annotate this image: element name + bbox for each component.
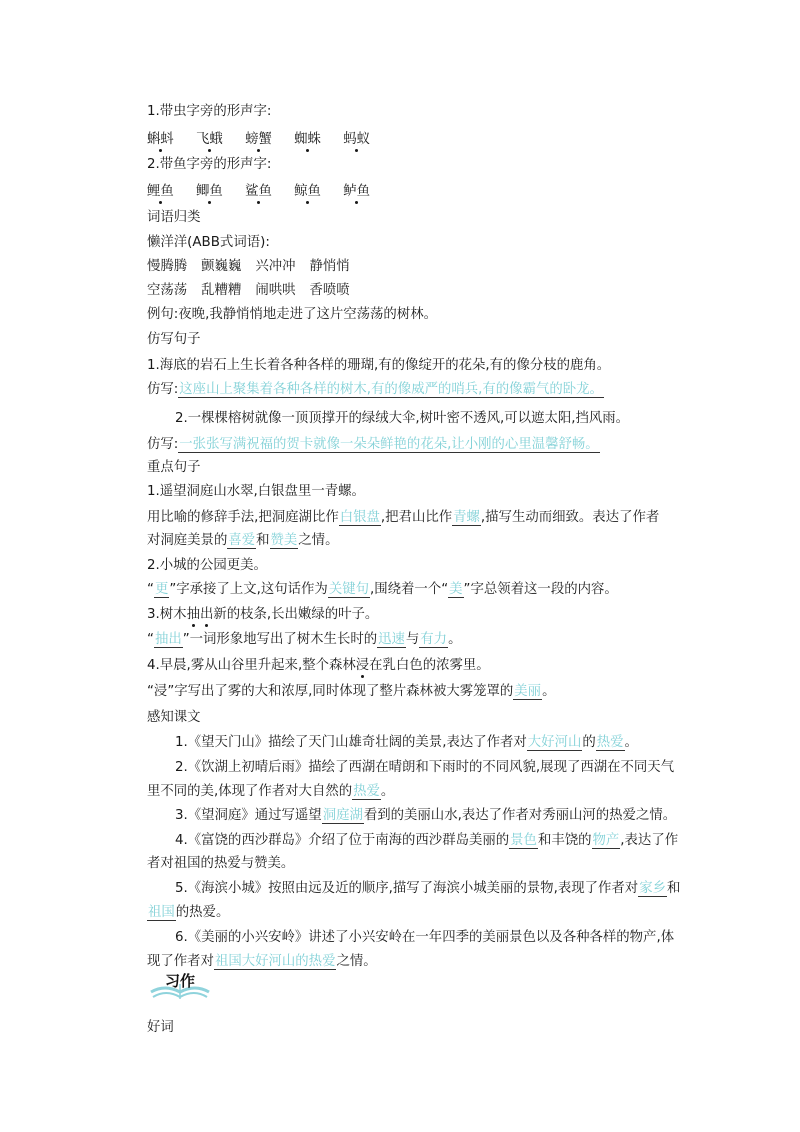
answer-fill: 赞美 xyxy=(270,533,298,548)
word-item: 鲈鱼 xyxy=(343,184,370,199)
word-item: 蝌蚪 xyxy=(147,132,174,147)
word-item: 香喷喷 xyxy=(309,283,350,298)
text-item-4: 4.《富饶的西沙群岛》介绍了位于南海的西沙群岛美丽的景色和丰饶的物产,表达了作 xyxy=(175,833,679,848)
text-perception-heading: 感知课文 xyxy=(147,710,201,725)
key-explain-2: “更”字承接了上文,这句话作为关键句,围绕着一个“美”字总领着这一段的内容。 xyxy=(147,582,618,597)
word-item: 蚂蚁 xyxy=(343,132,370,147)
word-item: 螃蟹 xyxy=(245,132,272,147)
text-item-6: 6.《美丽的小兴安岭》讲述了小兴安岭在一年四季的美丽景色以及各种各样的物产,体 xyxy=(175,930,675,945)
fish-radical-words xyxy=(147,182,687,202)
insect-radical-title: 1.带虫字旁的形声字: xyxy=(147,104,272,119)
answer-fill: 热爱 xyxy=(596,735,624,750)
word-item: 鲤鱼 xyxy=(147,184,174,199)
word-item: 鲨鱼 xyxy=(245,184,272,199)
answer-fill: 景色 xyxy=(510,833,537,848)
insect-radical-words xyxy=(147,130,687,150)
word-item: 鲸鱼 xyxy=(294,184,321,199)
word-item: 闹哄哄 xyxy=(255,283,296,298)
answer-fill: 美 xyxy=(449,582,463,597)
answer-fill: 喜爱 xyxy=(228,533,256,548)
answer-fill: 关键句 xyxy=(328,582,369,597)
fish-radical-title: 2.带鱼字旁的形声字: xyxy=(147,157,272,172)
classify-heading: 词语归类 xyxy=(147,210,201,225)
word-item: 蜘蛛 xyxy=(294,132,321,147)
abb-row-2 xyxy=(147,281,687,301)
answer-fill: 祖国 xyxy=(148,905,175,920)
answer-fill: 白银盘 xyxy=(339,510,380,525)
text-item-5b: 祖国的热爱。 xyxy=(148,905,230,920)
answer-fill: 洞庭湖 xyxy=(322,808,363,823)
answer-fill: 这座山上聚集着各种各样的树木,有的像威严的哨兵,有的像霸气的卧龙。 xyxy=(179,382,603,397)
word-item: 慢腾腾 xyxy=(147,259,188,274)
abb-title: 懒洋洋(ABB式词语): xyxy=(147,235,270,250)
answer-fill: 美丽 xyxy=(514,684,542,699)
key-sentence-1: 1.遥望洞庭山水翠,白银盘里一青螺。 xyxy=(147,484,365,499)
answer-fill: 更 xyxy=(154,582,169,597)
imitate-heading: 仿写句子 xyxy=(147,332,201,347)
answer-fill: 一张张写满祝福的贺卡就像一朵朵鲜艳的花朵,让小刚的心里温馨舒畅。 xyxy=(179,437,599,452)
word-item: 颤巍巍 xyxy=(201,259,242,274)
answer-fill: 抽出 xyxy=(154,632,182,647)
key-sentence-3: 3.树木抽出新的枝条,长出嫩绿的叶子。 xyxy=(147,607,379,622)
answer-fill: 大好河山 xyxy=(527,735,582,750)
good-words-label: 好词 xyxy=(147,1020,174,1035)
answer-fill: 热爱 xyxy=(353,784,380,799)
answer-fill: 物产 xyxy=(592,833,620,848)
text-item-1: 1.《望天门山》描绘了天门山雄奇壮阔的美景,表达了作者对大好河山的热爱。 xyxy=(175,735,638,750)
text-item-6b: 现了作者对祖国大好河山的热爱之情。 xyxy=(147,954,377,969)
key-sentence-4: 4.早晨,雾从山谷里升起来,整个森林浸在乳白色的浓雾里。 xyxy=(147,658,490,673)
answer-fill: 青螺 xyxy=(453,510,480,525)
key-explain-3: “抽出”一词形象地写出了树木生长时的迅速与有力。 xyxy=(147,632,462,647)
word-item: 鲫鱼 xyxy=(196,184,223,199)
key-sentence-2: 2.小城的公园更美。 xyxy=(147,558,267,573)
imitate-answer-1 xyxy=(147,380,687,400)
text-item-3: 3.《望洞庭》通过写遥望洞庭湖看到的美丽山水,表达了作者对秀丽山河的热爱之情。 xyxy=(175,808,677,823)
answer-fill: 迅速 xyxy=(378,632,405,647)
section-heading xyxy=(145,970,215,1004)
text-item-4b: 者对祖国的热爱与赞美。 xyxy=(147,856,295,871)
word-item: 飞蛾 xyxy=(196,132,223,147)
imitate-answer-2 xyxy=(147,435,687,455)
word-item: 乱糟糟 xyxy=(201,283,242,298)
imitate-sentence-1: 1.海底的岩石上生长着各种各样的珊瑚,有的像绽开的花朵,有的像分枝的鹿角。 xyxy=(147,358,611,373)
abb-row-1 xyxy=(147,257,687,277)
text-item-2b: 里不同的美,体现了作者对大自然的热爱。 xyxy=(147,784,395,799)
imitate-sentence-2: 2.一棵棵榕树就像一顶顶撑开的绿绒大伞,树叶密不透风,可以遮太阳,挡风雨。 xyxy=(175,411,630,426)
answer-label: 仿写: xyxy=(147,382,179,397)
word-item: 静悄悄 xyxy=(309,259,350,274)
answer-fill: 有力 xyxy=(420,632,448,647)
word-item: 空荡荡 xyxy=(147,283,188,298)
key-explain-4: “浸”字写出了雾的大和浓厚,同时体现了整片森林被大雾笼罩的美丽。 xyxy=(147,684,556,699)
key-explain-1: 用比喻的修辞手法,把洞庭湖比作白银盘,把君山比作青螺,描写生动而细致。表达了作者 xyxy=(147,510,660,525)
example-sentence: 例句:夜晚,我静悄悄地走进了这片空荡荡的树林。 xyxy=(147,307,437,322)
text-item-5: 5.《海滨小城》按照由远及近的顺序,描写了海滨小城美丽的景物,表现了作者对家乡和 xyxy=(175,881,681,896)
answer-label: 仿写: xyxy=(147,437,179,452)
key-sentences-heading: 重点句子 xyxy=(147,460,201,475)
key-explain-1b: 对洞庭美景的喜爱和赞美之情。 xyxy=(147,533,339,548)
answer-fill: 家乡 xyxy=(639,881,666,896)
word-item: 兴冲冲 xyxy=(255,259,296,274)
section-heading-text: 习作 xyxy=(165,972,196,990)
text-item-2: 2.《饮湖上初晴后雨》描绘了西湖在晴朗和下雨时的不同风貌,展现了西湖在不同天气 xyxy=(175,760,675,775)
answer-fill: 祖国大好河山的热爱 xyxy=(214,954,336,969)
